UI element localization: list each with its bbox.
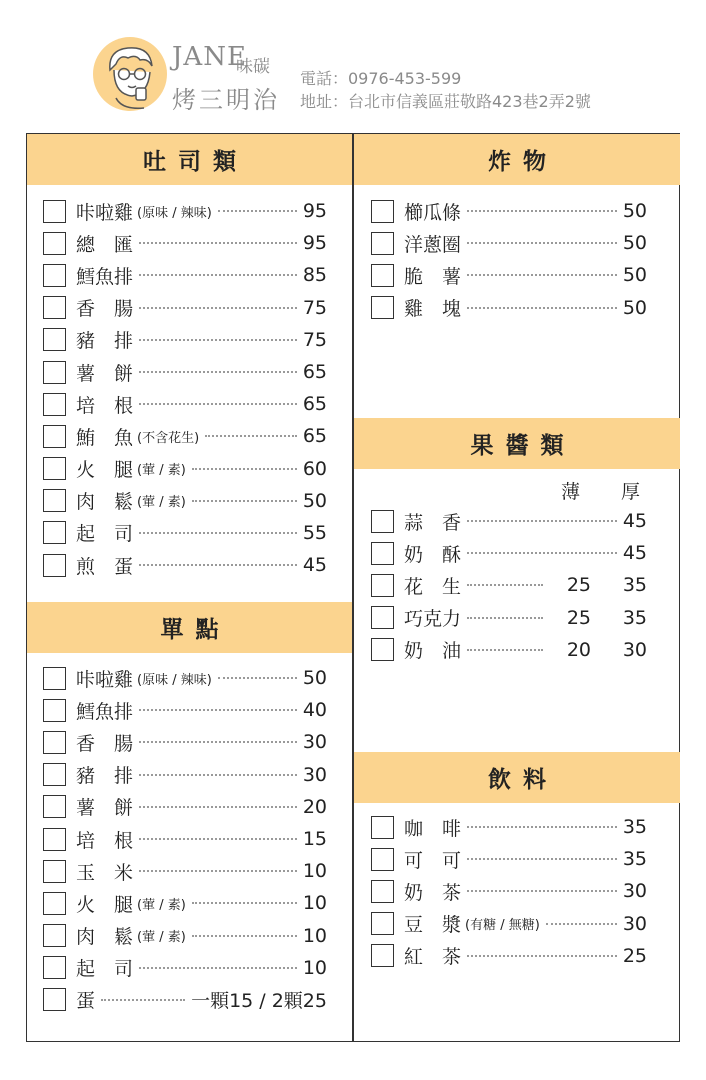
menu-item-row bbox=[371, 602, 647, 634]
item-price: 85 bbox=[302, 264, 327, 287]
order-checkbox[interactable] bbox=[43, 988, 66, 1011]
dot-leader bbox=[467, 242, 617, 244]
dot-leader bbox=[192, 468, 297, 470]
item-name: 香 腸 bbox=[76, 732, 134, 755]
dot-leader bbox=[467, 552, 617, 554]
menu-item-row bbox=[371, 505, 647, 537]
item-price-thin: 25 bbox=[566, 606, 591, 629]
dot-leader bbox=[139, 741, 297, 743]
menu-item-row bbox=[43, 984, 327, 1016]
item-name: 豬 排 bbox=[76, 330, 134, 353]
dot-leader bbox=[139, 339, 297, 341]
dot-leader bbox=[139, 838, 297, 840]
item-price: 40 bbox=[302, 699, 327, 722]
item-name: 洋蔥圈 bbox=[404, 233, 462, 256]
item-price: 50 bbox=[622, 200, 647, 223]
item-price-thick: 35 bbox=[622, 606, 647, 629]
menu-item-row bbox=[371, 292, 647, 324]
menu-item-row bbox=[371, 537, 647, 569]
item-price-thick: 35 bbox=[622, 574, 647, 597]
order-checkbox[interactable] bbox=[43, 763, 66, 786]
menu-frame bbox=[26, 133, 680, 1042]
item-note: (原味 / 辣味) bbox=[137, 205, 212, 221]
section-title-single: 單點 bbox=[160, 617, 231, 643]
dot-leader bbox=[139, 806, 297, 808]
fried-list bbox=[371, 195, 647, 324]
item-name: 奶 茶 bbox=[404, 881, 462, 904]
item-price: 30 bbox=[302, 731, 327, 754]
order-checkbox[interactable] bbox=[43, 860, 66, 883]
item-name: 香 腸 bbox=[76, 298, 134, 321]
item-price: 30 bbox=[302, 763, 327, 786]
item-price: 20 bbox=[302, 795, 327, 818]
item-name: 咖 啡 bbox=[404, 817, 462, 840]
menu-item-row bbox=[43, 517, 327, 549]
item-price: 10 bbox=[302, 956, 327, 979]
item-price-thin: 20 bbox=[566, 638, 591, 661]
menu-item-row bbox=[43, 823, 327, 855]
menu-item-row bbox=[371, 875, 647, 907]
item-name: 起 司 bbox=[76, 958, 134, 981]
section-title-jam: 果醬類 bbox=[470, 433, 576, 459]
item-name: 薯 餅 bbox=[76, 797, 134, 820]
order-checkbox[interactable] bbox=[43, 264, 66, 287]
menu-item-row bbox=[43, 759, 327, 791]
item-price-thick: 45 bbox=[622, 510, 647, 533]
order-checkbox[interactable] bbox=[43, 521, 66, 544]
order-checkbox[interactable] bbox=[43, 200, 66, 223]
section-header-jam bbox=[354, 418, 680, 469]
section-header-toast bbox=[27, 134, 352, 185]
item-price: 35 bbox=[622, 816, 647, 839]
item-name: 起 司 bbox=[76, 523, 134, 546]
menu-item-row bbox=[43, 662, 327, 694]
item-price: 65 bbox=[302, 425, 327, 448]
menu-item-row bbox=[371, 940, 647, 972]
dot-leader bbox=[467, 955, 617, 957]
item-name: 花 生 bbox=[404, 575, 462, 598]
dot-leader bbox=[218, 210, 297, 212]
item-name: 紅 茶 bbox=[404, 946, 462, 969]
order-checkbox[interactable] bbox=[43, 828, 66, 851]
menu-item-row bbox=[43, 485, 327, 517]
order-checkbox[interactable] bbox=[43, 667, 66, 690]
cartoon-face-logo-icon bbox=[92, 36, 170, 114]
menu-item-row bbox=[43, 324, 327, 356]
item-name: 脆 薯 bbox=[404, 265, 462, 288]
item-name: 豬 排 bbox=[76, 765, 134, 788]
order-checkbox[interactable] bbox=[371, 232, 394, 255]
item-name: 巧克力 bbox=[404, 608, 462, 631]
item-price: 95 bbox=[302, 200, 327, 223]
dot-leader bbox=[467, 617, 543, 619]
item-price: 35 bbox=[622, 848, 647, 871]
menu-item-row bbox=[371, 569, 647, 601]
item-price: 55 bbox=[302, 521, 327, 544]
order-checkbox[interactable] bbox=[43, 956, 66, 979]
dot-leader bbox=[467, 890, 617, 892]
order-checkbox[interactable] bbox=[371, 264, 394, 287]
item-name: 肉 鬆 bbox=[76, 491, 134, 514]
menu-item-row bbox=[43, 855, 327, 887]
drinks-list bbox=[371, 811, 647, 972]
item-name: 可 可 bbox=[404, 849, 462, 872]
section-header-single bbox=[27, 602, 352, 653]
item-name: 奶 油 bbox=[404, 640, 462, 663]
item-price: 30 bbox=[622, 880, 647, 903]
jam-thin-label: 薄 bbox=[561, 481, 581, 503]
menu-item-row bbox=[43, 726, 327, 758]
order-checkbox[interactable] bbox=[371, 912, 394, 935]
item-name: 蒜 香 bbox=[404, 511, 462, 534]
dot-leader bbox=[467, 274, 617, 276]
dot-leader bbox=[467, 584, 543, 586]
menu-item-row bbox=[43, 920, 327, 952]
order-checkbox[interactable] bbox=[371, 816, 394, 839]
item-price: 25 bbox=[622, 944, 647, 967]
item-price: 10 bbox=[302, 892, 327, 915]
dot-leader bbox=[139, 403, 297, 405]
order-checkbox[interactable] bbox=[371, 880, 394, 903]
dot-leader bbox=[139, 870, 297, 872]
item-name: 鱈魚排 bbox=[76, 700, 134, 723]
item-price-thick: 45 bbox=[622, 542, 647, 565]
item-name: 玉 米 bbox=[76, 861, 134, 884]
order-checkbox[interactable] bbox=[43, 232, 66, 255]
item-price: 10 bbox=[302, 860, 327, 883]
item-note: (不含花生) bbox=[137, 430, 200, 446]
jam-thick-label: 厚 bbox=[621, 481, 641, 503]
item-name: 鱈魚排 bbox=[76, 265, 134, 288]
item-name: 火 腿 bbox=[76, 459, 134, 482]
dot-leader bbox=[139, 307, 297, 309]
item-name: 蛋 bbox=[76, 990, 96, 1013]
section-header-drinks bbox=[354, 752, 680, 803]
single-list bbox=[43, 662, 327, 1016]
item-price: 30 bbox=[622, 912, 647, 935]
item-name: 培 根 bbox=[76, 394, 134, 417]
order-checkbox[interactable] bbox=[43, 393, 66, 416]
order-checkbox[interactable] bbox=[43, 892, 66, 915]
address-text: 地址：台北市信義區莊敬路423巷2弄2號 bbox=[300, 92, 591, 111]
menu-item-row bbox=[371, 634, 647, 666]
order-checkbox[interactable] bbox=[371, 510, 394, 533]
order-checkbox[interactable] bbox=[43, 328, 66, 351]
item-note: (有糖 / 無糖) bbox=[465, 918, 540, 934]
order-checkbox[interactable] bbox=[43, 699, 66, 722]
dot-leader bbox=[139, 967, 297, 969]
order-checkbox[interactable] bbox=[371, 638, 394, 661]
section-title-fried: 炸物 bbox=[488, 149, 558, 175]
menu-header bbox=[0, 0, 706, 130]
column-divider bbox=[352, 134, 354, 1041]
item-name: 薯 餅 bbox=[76, 362, 134, 385]
order-checkbox[interactable] bbox=[43, 554, 66, 577]
phone-text: 電話：0976-453-599 bbox=[300, 69, 462, 88]
order-checkbox[interactable] bbox=[371, 944, 394, 967]
dot-leader bbox=[192, 902, 297, 904]
brand-name-en: JANE bbox=[172, 42, 247, 72]
dot-leader bbox=[139, 564, 297, 566]
menu-item-row bbox=[371, 811, 647, 843]
order-checkbox[interactable] bbox=[43, 457, 66, 480]
item-note: (葷 / 素) bbox=[137, 930, 186, 946]
dot-leader bbox=[467, 649, 543, 651]
item-note: (原味 / 辣味) bbox=[137, 672, 212, 688]
order-checkbox[interactable] bbox=[371, 296, 394, 319]
dot-leader bbox=[467, 826, 617, 828]
order-checkbox[interactable] bbox=[371, 606, 394, 629]
item-name: 煎 蛋 bbox=[76, 555, 134, 578]
item-name: 火 腿 bbox=[76, 893, 134, 916]
order-checkbox[interactable] bbox=[43, 795, 66, 818]
menu-item-row bbox=[43, 356, 327, 388]
menu-item-row bbox=[43, 420, 327, 452]
dot-leader bbox=[192, 500, 297, 502]
item-note: (葷 / 素) bbox=[137, 897, 186, 913]
section-title-toast: 吐司類 bbox=[143, 149, 248, 175]
dot-leader bbox=[139, 709, 297, 711]
menu-item-row bbox=[371, 259, 647, 291]
dot-leader bbox=[139, 532, 297, 534]
order-checkbox[interactable] bbox=[43, 296, 66, 319]
item-price: 50 bbox=[622, 232, 647, 255]
item-price: 75 bbox=[302, 328, 327, 351]
item-price: 60 bbox=[302, 457, 327, 480]
contact-info bbox=[300, 67, 591, 113]
menu-item-row bbox=[371, 227, 647, 259]
item-note: (葷 / 素) bbox=[137, 495, 186, 511]
dot-leader bbox=[139, 774, 297, 776]
dot-leader bbox=[467, 520, 617, 522]
menu-item-row bbox=[43, 791, 327, 823]
menu-item-row bbox=[43, 887, 327, 919]
item-name: 奶 酥 bbox=[404, 543, 462, 566]
menu-item-row bbox=[43, 195, 327, 227]
item-price: 50 bbox=[302, 667, 327, 690]
item-name: 肉 鬆 bbox=[76, 926, 134, 949]
order-checkbox[interactable] bbox=[371, 542, 394, 565]
dot-leader bbox=[101, 999, 185, 1001]
dot-leader bbox=[467, 210, 617, 212]
order-checkbox[interactable] bbox=[43, 924, 66, 947]
menu-item-row bbox=[371, 908, 647, 940]
menu-item-row bbox=[43, 453, 327, 485]
menu-item-row bbox=[43, 388, 327, 420]
order-checkbox[interactable] bbox=[43, 489, 66, 512]
order-checkbox[interactable] bbox=[43, 731, 66, 754]
brand-name-cn: 烤三明治 bbox=[172, 86, 280, 114]
item-price: 95 bbox=[302, 232, 327, 255]
dot-leader bbox=[192, 935, 297, 937]
item-name: 咔啦雞 bbox=[76, 201, 134, 224]
toast-list bbox=[43, 195, 327, 581]
menu-item-row bbox=[43, 952, 327, 984]
menu-item-row bbox=[43, 549, 327, 581]
section-header-fried bbox=[354, 134, 680, 185]
dot-leader bbox=[467, 858, 617, 860]
dot-leader bbox=[139, 242, 297, 244]
dot-leader bbox=[467, 307, 617, 309]
item-price: 50 bbox=[622, 296, 647, 319]
menu-item-row bbox=[43, 292, 327, 324]
order-checkbox[interactable] bbox=[371, 848, 394, 871]
item-price: 45 bbox=[302, 554, 327, 577]
menu-item-row bbox=[43, 694, 327, 726]
order-checkbox[interactable] bbox=[371, 200, 394, 223]
dot-leader bbox=[546, 923, 617, 925]
order-checkbox[interactable] bbox=[43, 425, 66, 448]
dot-leader bbox=[205, 435, 297, 437]
brand-name-sub: 味碳 bbox=[236, 57, 270, 77]
dot-leader bbox=[139, 274, 297, 276]
item-name: 鮪 魚 bbox=[76, 426, 134, 449]
item-price-thin: 25 bbox=[566, 574, 591, 597]
item-price: 15 bbox=[302, 828, 327, 851]
item-price: 50 bbox=[302, 489, 327, 512]
dot-leader bbox=[218, 677, 297, 679]
order-checkbox[interactable] bbox=[371, 574, 394, 597]
item-name: 雞 塊 bbox=[404, 298, 462, 321]
jam-list bbox=[371, 505, 647, 666]
item-name: 總 匯 bbox=[76, 233, 134, 256]
item-name: 培 根 bbox=[76, 829, 134, 852]
item-note: (葷 / 素) bbox=[137, 463, 186, 479]
item-price: 65 bbox=[302, 361, 327, 384]
menu-item-row bbox=[43, 227, 327, 259]
item-price: 一顆15 / 2顆25 bbox=[191, 990, 327, 1013]
menu-item-row bbox=[371, 195, 647, 227]
menu-item-row bbox=[371, 843, 647, 875]
item-name: 豆 漿 bbox=[404, 914, 462, 937]
section-title-drinks: 飲料 bbox=[488, 767, 558, 793]
item-price: 50 bbox=[622, 264, 647, 287]
item-price: 10 bbox=[302, 924, 327, 947]
menu-item-row bbox=[43, 259, 327, 291]
order-checkbox[interactable] bbox=[43, 361, 66, 384]
item-price: 75 bbox=[302, 296, 327, 319]
item-name: 咔啦雞 bbox=[76, 668, 134, 691]
dot-leader bbox=[139, 371, 297, 373]
item-name: 櫛瓜條 bbox=[404, 201, 462, 224]
item-price: 65 bbox=[302, 393, 327, 416]
item-price-thick: 30 bbox=[622, 638, 647, 661]
